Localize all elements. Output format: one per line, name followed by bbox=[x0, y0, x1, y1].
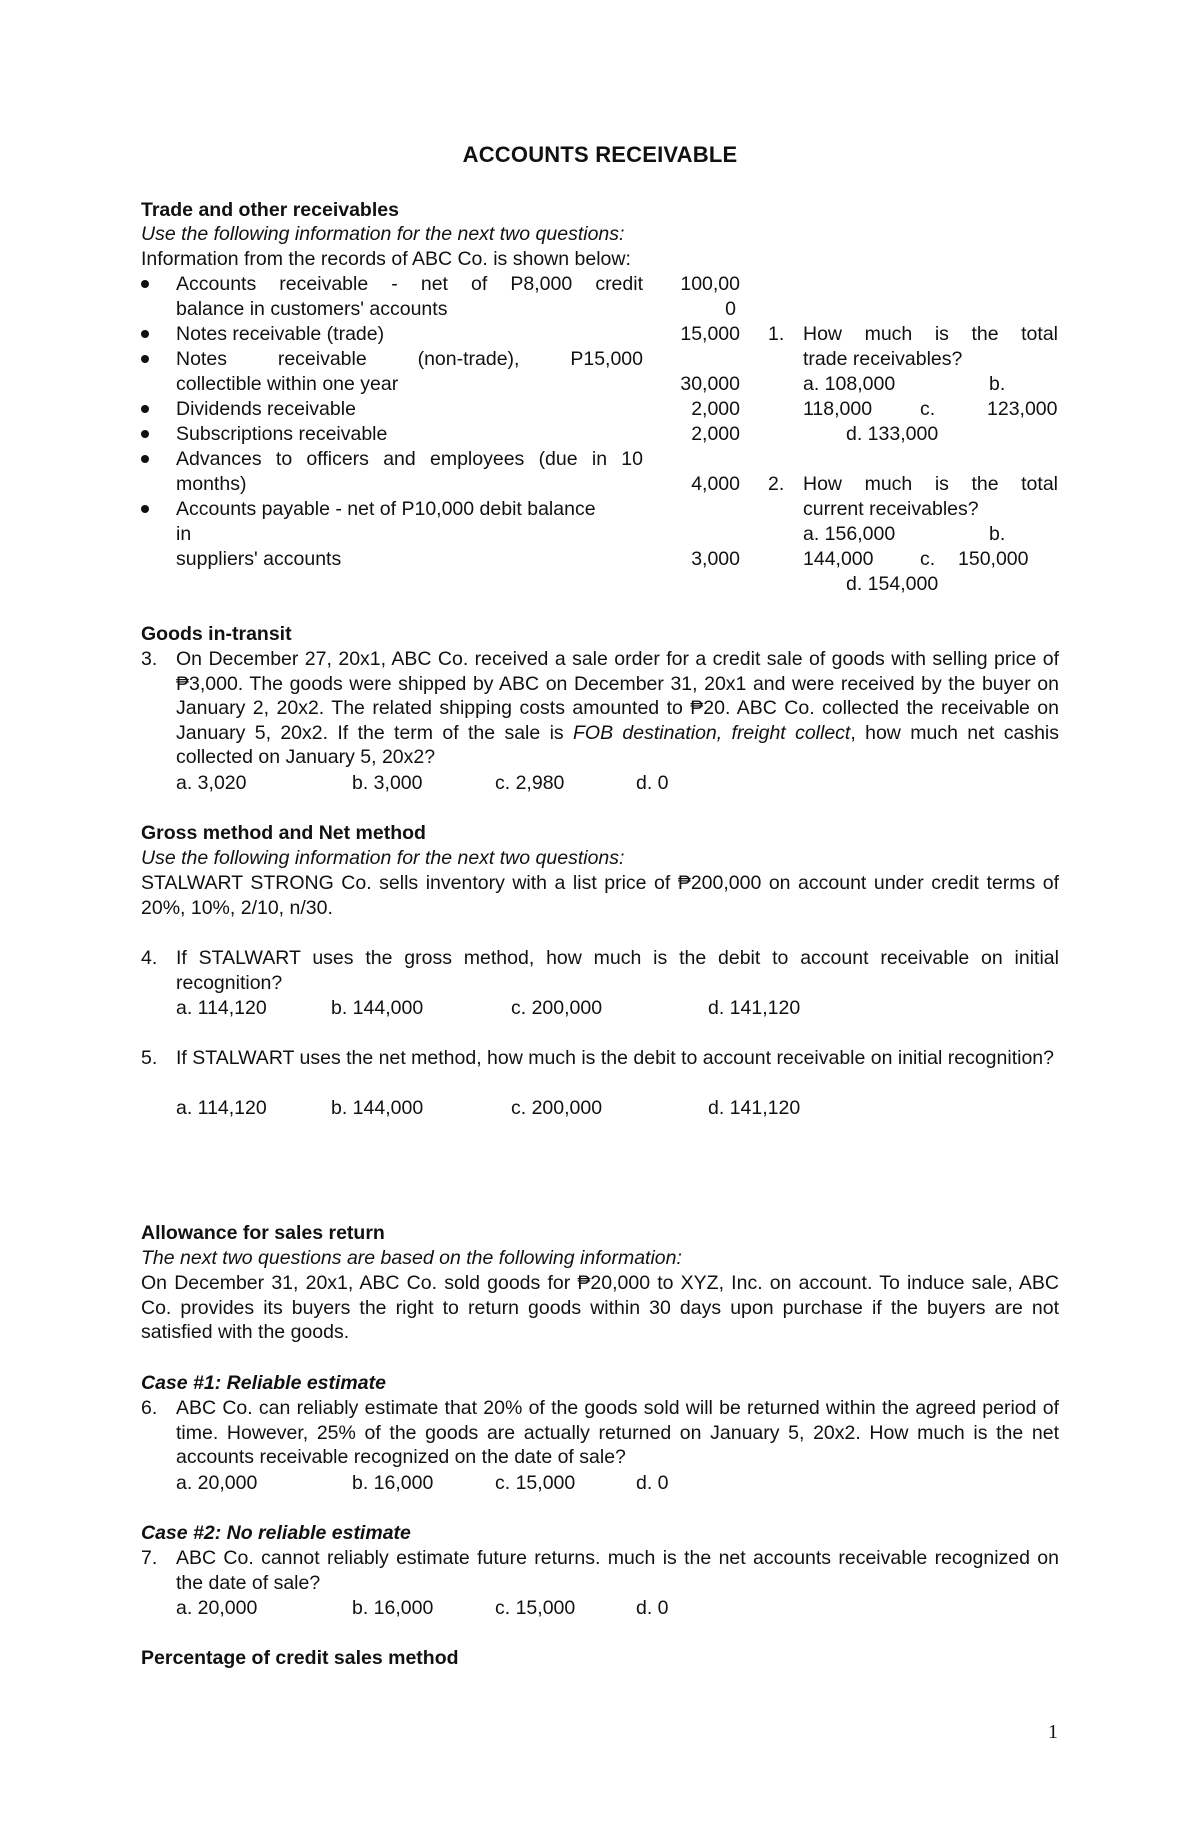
receivable-item-amount: 2,000 bbox=[691, 398, 740, 420]
question-text: ABC Co. cannot reliably estimate future returns. much is the net accounts receivable recognized on the date of sale? bbox=[176, 1547, 1059, 1594]
receivable-item-text: in bbox=[176, 523, 192, 545]
answer-option: c. bbox=[920, 398, 936, 420]
receivable-item-text: Advances to officers and employees (due in 10 bbox=[176, 448, 643, 470]
receivable-item-text: Accounts receivable - net of P8,000 credit bbox=[176, 273, 643, 295]
trade-intro: Information from the records of ABC Co. is shown below: bbox=[141, 248, 631, 270]
answer-option: c. bbox=[920, 548, 936, 570]
page-number: 1 bbox=[1048, 1721, 1058, 1743]
question-text: How much is the total bbox=[803, 473, 1058, 495]
answer-option: b. bbox=[989, 523, 1006, 545]
receivable-item-amount: 2,000 bbox=[691, 423, 740, 445]
receivable-item-amount: 3,000 bbox=[691, 548, 740, 570]
answer-option: a. 114,120 bbox=[176, 997, 267, 1019]
receivable-item-text: months) bbox=[176, 473, 247, 495]
receivable-item-text: Notes receivable (non-trade), P15,000 bbox=[176, 348, 643, 370]
question-text: ABC Co. can reliably estimate that 20% of the goods sold will be returned within the agreed period of time. However, 25% of the goods are actually returned on January 5, 20x2. How much is the net accounts receivable recognized on the date of sale? bbox=[176, 1397, 1059, 1468]
question-number: 4. bbox=[141, 947, 158, 969]
question-number: 3. bbox=[141, 648, 158, 670]
section-heading-percentage: Percentage of credit sales method bbox=[141, 1647, 459, 1669]
question-number: 5. bbox=[141, 1047, 158, 1069]
receivable-item-text: collectible within one year bbox=[176, 373, 399, 395]
answer-option: b. bbox=[989, 373, 1006, 395]
section-heading-transit: Goods in-transit bbox=[141, 623, 292, 645]
answer-option: b. 16,000 bbox=[352, 1472, 434, 1494]
receivable-item-amount: 30,000 bbox=[680, 373, 740, 395]
answer-option: 150,000 bbox=[958, 548, 1029, 570]
answer-option: a. 156,000 bbox=[803, 523, 896, 545]
answer-option: 144,000 bbox=[803, 548, 874, 570]
question-number: 6. bbox=[141, 1397, 158, 1419]
gross-intro: STALWART STRONG Co. sells inventory with a list price of ₱200,000 on account under credit terms of 20%, 10%, 2/10, n/30. bbox=[141, 872, 1059, 919]
answer-option: d. 141,120 bbox=[708, 1097, 801, 1119]
answer-option: a. 3,020 bbox=[176, 772, 247, 794]
answer-option: 123,000 bbox=[987, 398, 1058, 420]
answer-option: a. 114,120 bbox=[176, 1097, 267, 1119]
question-number: 2. bbox=[768, 473, 785, 495]
gross-instruction: Use the following information for the next two questions: bbox=[141, 847, 625, 869]
answer-option: a. 20,000 bbox=[176, 1472, 258, 1494]
answer-option: d. 0 bbox=[636, 1597, 669, 1619]
receivable-item-amount: 0 bbox=[725, 298, 736, 320]
answer-option: c. 200,000 bbox=[511, 997, 603, 1019]
bullet-icon bbox=[141, 505, 149, 513]
answer-option: c. 2,980 bbox=[495, 772, 565, 794]
case-heading: Case #1: Reliable estimate bbox=[141, 1372, 386, 1394]
answer-option: a. 20,000 bbox=[176, 1597, 258, 1619]
answer-option: d. 141,120 bbox=[708, 997, 801, 1019]
receivable-item-amount: 100,00 bbox=[680, 273, 740, 295]
answer-option: b. 144,000 bbox=[331, 997, 424, 1019]
answer-option: d. 154,000 bbox=[846, 573, 939, 595]
receivable-item-amount: 4,000 bbox=[691, 473, 740, 495]
section-heading-gross: Gross method and Net method bbox=[141, 822, 426, 844]
receivable-item-text: balance in customers' accounts bbox=[176, 298, 448, 320]
receivable-item-text: Accounts payable - net of P10,000 debit balance bbox=[176, 498, 596, 520]
question-number: 7. bbox=[141, 1547, 158, 1569]
answer-option: c. 200,000 bbox=[511, 1097, 603, 1119]
question-text: How much is the total bbox=[803, 323, 1058, 345]
receivable-item-amount: 15,000 bbox=[680, 323, 740, 345]
returns-instruction: The next two questions are based on the following information: bbox=[141, 1247, 682, 1269]
bullet-icon bbox=[141, 330, 149, 338]
section-heading-trade: Trade and other receivables bbox=[141, 199, 399, 221]
page-title: ACCOUNTS RECEIVABLE bbox=[462, 142, 738, 167]
answer-option: b. 16,000 bbox=[352, 1597, 434, 1619]
receivable-item-text: Dividends receivable bbox=[176, 398, 356, 420]
answer-option: 118,000 bbox=[803, 398, 873, 420]
case-heading: Case #2: No reliable estimate bbox=[141, 1522, 411, 1544]
answer-option: b. 3,000 bbox=[352, 772, 423, 794]
answer-option: d. 133,000 bbox=[846, 423, 939, 445]
receivable-item-text: suppliers' accounts bbox=[176, 548, 342, 570]
receivable-item-text: Subscriptions receivable bbox=[176, 423, 388, 445]
receivable-item-text: Notes receivable (trade) bbox=[176, 323, 385, 345]
section-heading-returns: Allowance for sales return bbox=[141, 1222, 385, 1244]
bullet-icon bbox=[141, 455, 149, 463]
question-text: trade receivables? bbox=[803, 348, 963, 370]
answer-option: c. 15,000 bbox=[495, 1472, 576, 1494]
bullet-icon bbox=[141, 280, 149, 288]
question-text: current receivables? bbox=[803, 498, 979, 520]
bullet-icon bbox=[141, 430, 149, 438]
question-text: If STALWART uses the gross method, how much is the debit to account receivable on initial recognition? bbox=[176, 947, 1059, 994]
bullet-icon bbox=[141, 405, 149, 413]
bullet-icon bbox=[141, 355, 149, 363]
answer-option: d. 0 bbox=[636, 1472, 669, 1494]
question-text: If STALWART uses the net method, how much is the debit to account receivable on initial recognition? bbox=[176, 1047, 1054, 1069]
answer-option: d. 0 bbox=[636, 772, 669, 794]
question-text: On December 27, 20x1, ABC Co. received a sale order for a credit sale of goods with selling price of ₱3,000. The goods were shipped by ABC on December 31, 20x1 and were received by the buyer on January 2, 20x2. The related shipping costs amounted to ₱20. ABC Co. collected the receivable on January 5, 20x2. If the term of the sale is FOB destination, freight collect, how much net cashis collected on January 5, 20x2? bbox=[176, 648, 1059, 768]
returns-intro: On December 31, 20x1, ABC Co. sold goods for ₱20,000 to XYZ, Inc. on account. To induce sale, ABC Co. provides its buyers the right to return goods within 30 days upon purchase if the buyers are not satisfied with the goods. bbox=[141, 1272, 1059, 1343]
answer-option: b. 144,000 bbox=[331, 1097, 424, 1119]
question-number: 1. bbox=[768, 323, 785, 345]
answer-option: c. 15,000 bbox=[495, 1597, 576, 1619]
answer-option: a. 108,000 bbox=[803, 373, 896, 395]
trade-instruction: Use the following information for the next two questions: bbox=[141, 223, 625, 245]
